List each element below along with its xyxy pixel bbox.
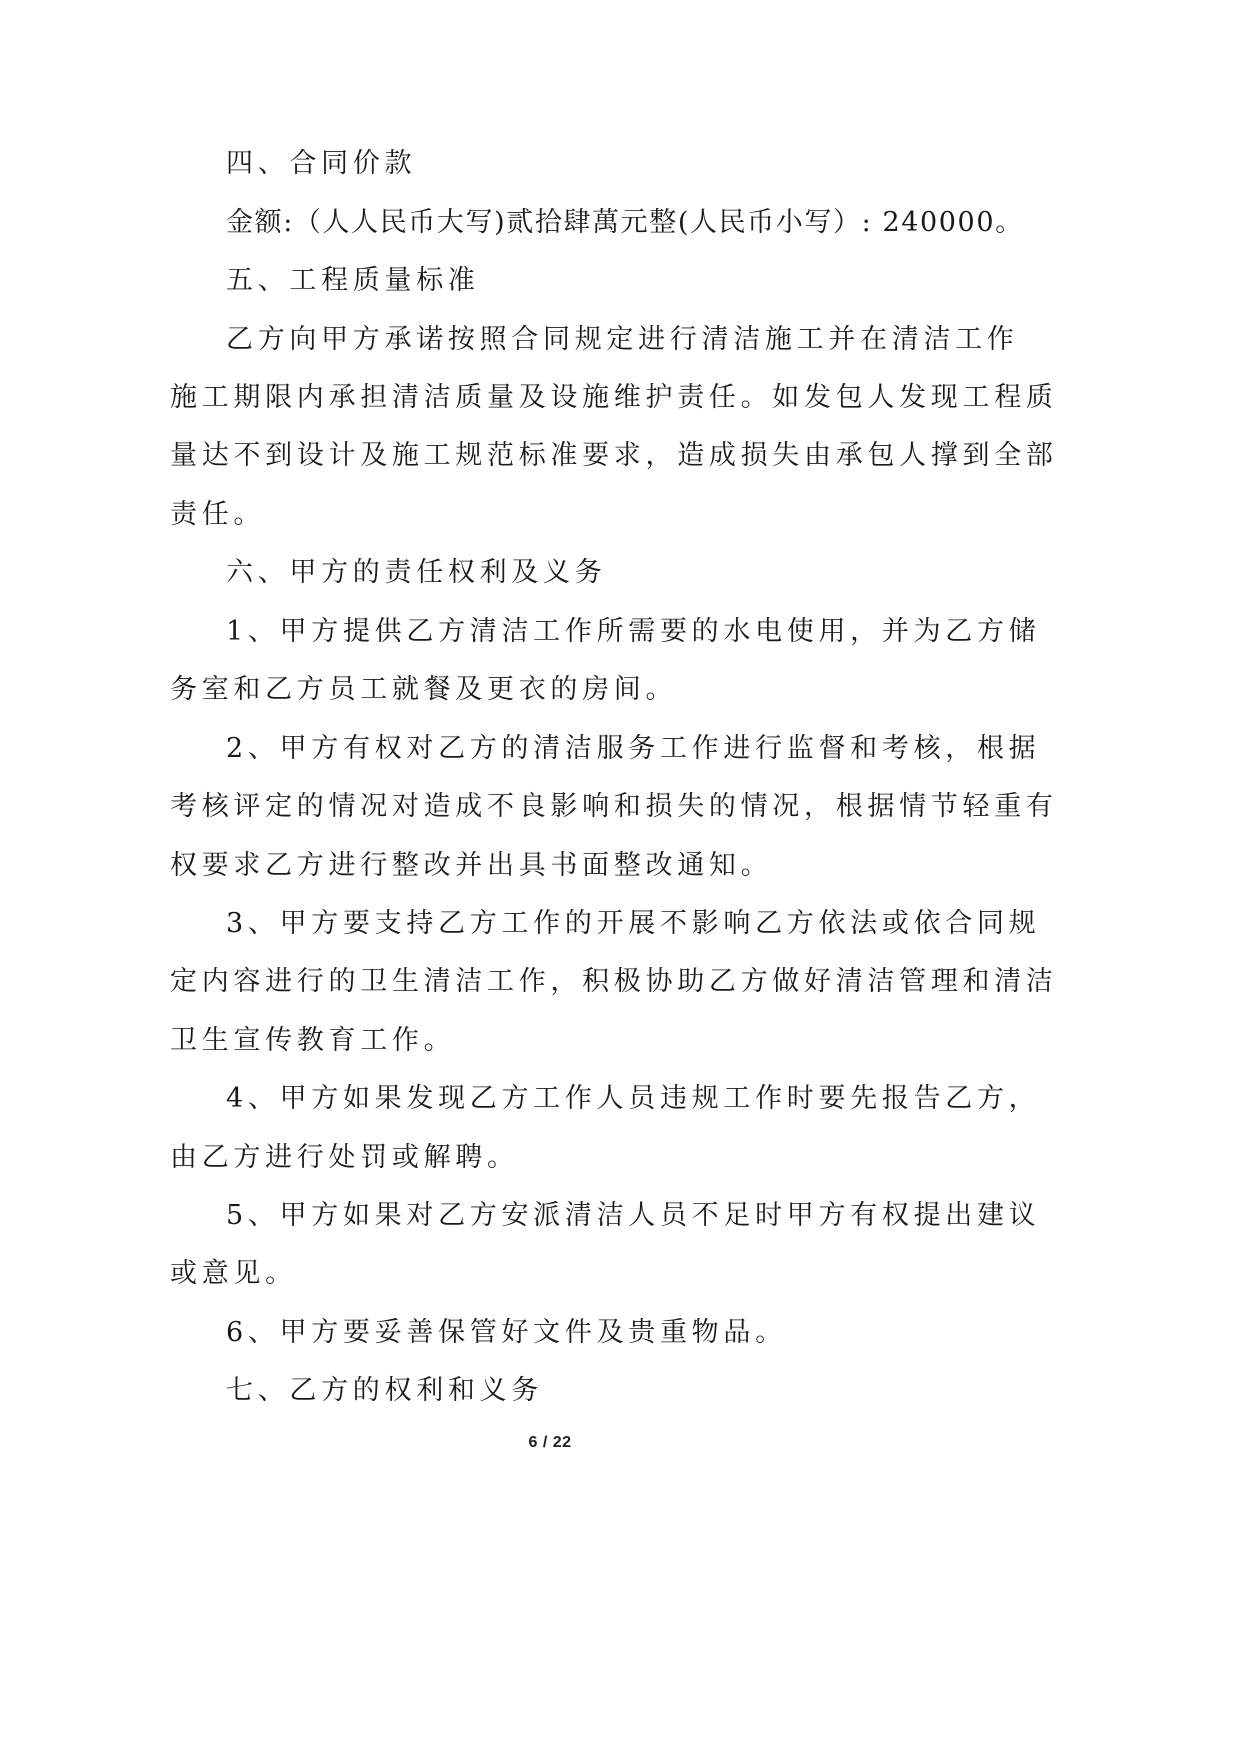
paragraph-line: 2、甲方有权对乙方的清洁服务工作进行监督和考核，根据 — [226, 733, 1041, 764]
section-heading-contract-price: 四、合同价款 — [226, 148, 417, 179]
paragraph-line: 卫生宣传教育工作。 — [170, 1025, 456, 1056]
page-number: 6 / 22 — [528, 1434, 572, 1451]
section-heading-party-b-rights: 七、乙方的权利和义务 — [226, 1375, 543, 1406]
paragraph-line: 考核评定的情况对造成不良影响和损失的情况，根据情节轻重有 — [170, 791, 1058, 822]
paragraph-line: 6、甲方要妥善保管好文件及贵重物品。 — [226, 1317, 787, 1348]
paragraph-line: 定内容进行的卫生清洁工作，积极协助乙方做好清洁管理和清洁 — [170, 966, 1058, 997]
paragraph-line: 金额:（人人民币大写)贰拾肆萬元整(人民币小写）: 240000。 — [226, 207, 1024, 238]
paragraph-line: 权要求乙方进行整改并出具书面整改通知。 — [170, 850, 773, 881]
paragraph-line: 务室和乙方员工就餐及更衣的房间。 — [170, 674, 678, 705]
section-heading-party-a-duties: 六、甲方的责任权利及义务 — [226, 557, 607, 588]
paragraph-line: 乙方向甲方承诺按照合同规定进行清洁施工并在清洁工作 — [226, 324, 1019, 355]
paragraph-line: 5、甲方如果对乙方安派清洁人员不足时甲方有权提出建议 — [226, 1200, 1041, 1231]
paragraph-line: 4、甲方如果发现乙方工作人员违规工作时要先报告乙方， — [226, 1083, 1041, 1114]
paragraph-line: 3、甲方要支持乙方工作的开展不影响乙方依法或依合同规 — [226, 908, 1041, 939]
paragraph-line: 施工期限内承担清洁质量及设施维护责任。如发包人发现工程质 — [170, 382, 1058, 413]
paragraph-line: 由乙方进行处罚或解聘。 — [170, 1142, 519, 1173]
paragraph-line: 1、甲方提供乙方清洁工作所需要的水电使用，并为乙方储 — [226, 616, 1041, 647]
paragraph-line: 量达不到设计及施工规范标准要求，造成损失由承包人撑到全部 — [170, 440, 1058, 471]
paragraph-line: 或意见。 — [170, 1258, 297, 1289]
paragraph-line: 责任。 — [170, 499, 266, 530]
section-heading-quality-standard: 五、工程质量标准 — [226, 265, 480, 296]
